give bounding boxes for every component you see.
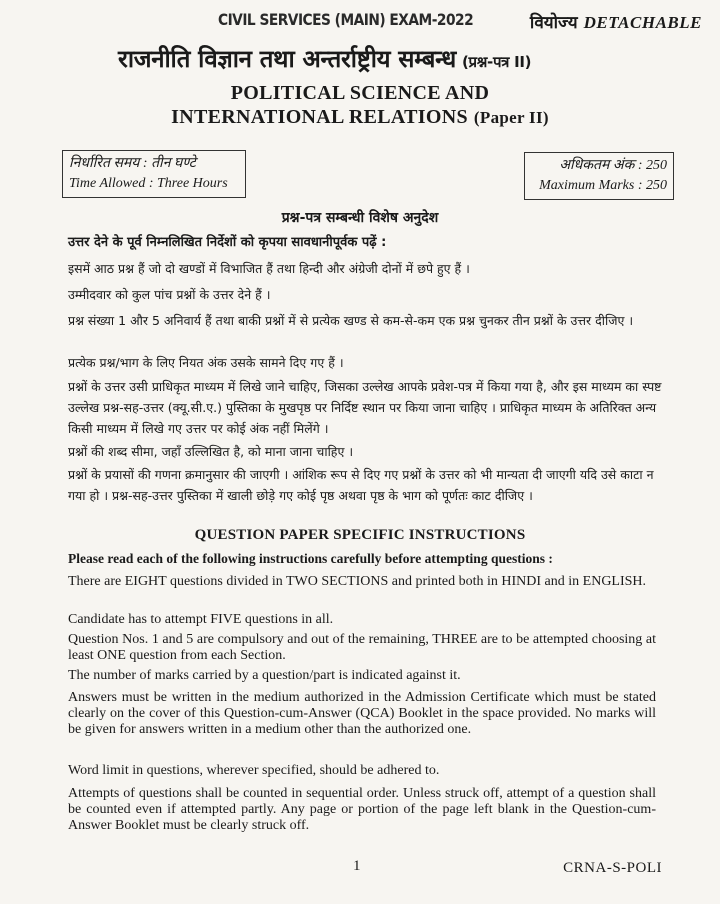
hindi-instruction-5: प्रश्नों के उत्तर उसी प्राधिकृत माध्यम में लिखे जाने चाहिए, जिसका उल्लेख आपके प्रवेश-पत्र में किया गया है, और इस माध्यम का स्पष्ट उल्लेख प्रश्न-सह-उत्तर (क्यू.सी.ए.) पुस्तिका के मुखपृष्ठ पर निर्दिष्ट स्थान पर किया जाना चाहिए । प्राधिकृत माध्यम के अतिरिक्त अन्य किसी माध्यम में लिखे गए उत्तर पर कोई अंक नहीं मिलेंगे । — [68, 379, 662, 436]
hindi-instruction-6: प्रश्नों की शब्द सीमा, जहाँ उल्लिखित है, को माना जाना चाहिए । — [68, 444, 354, 459]
maximum-marks-hindi: अधिकतम अंक : 250 — [559, 158, 667, 173]
hindi-instruction-7: प्रश्नों के प्रयासों की गणना क्रमानुसार की जाएगी । आंशिक रूप से दिए गए प्रश्नों के उत्तर को भी मान्यता दी जाएगी यदि उसे काटा न गया हो । प्रश्न-सह-उत्तर पुस्तिका में खाली छोड़े गए कोई पृष्ठ अथवा पृष्ठ के भाग को पूर्णतः काट दीजिए । — [68, 467, 654, 503]
paper-hindi: (प्रश्न-पत्र II) — [461, 53, 532, 71]
hindi-instruction-3: प्रश्न संख्या 1 और 5 अनिवार्य हैं तथा बाकी प्रश्नों में से प्रत्येक खण्ड से कम-से-कम एक प्रश्न चुनकर तीन प्रश्नों के उत्तर दीजिए । — [68, 313, 634, 328]
english-instruction-7: Attempts of questions shall be counted in sequential order. Unless struck off, attempt of a question shall be counted even if attempted partly. Any page or portion of the page left blank in the Question-cum-Answer Booklet must be clearly struck off. — [68, 786, 656, 833]
maximum-marks-box — [524, 152, 674, 200]
paper-code: CRNA-S-POLI — [563, 860, 662, 876]
hindi-instruction-2: उम्मीदवार को कुल पांच प्रश्नों के उत्तर देने हैं । — [68, 287, 271, 302]
hindi-instruction-1: इसमें आठ प्रश्न हैं जो दो खण्डों में विभाजित हैं तथा हिन्दी और अंग्रेजी दोनों में छपे हुए हैं । — [68, 261, 470, 276]
hindi-instruction-4: प्रत्येक प्रश्न/भाग के लिए नियत अंक उसके सामने दिए गए हैं । — [68, 355, 344, 370]
english-instruction-3: Question Nos. 1 and 5 are compulsory and out of the remaining, THREE are to be attempted choosing at least ONE question from each Section. — [68, 632, 656, 663]
english-instruction-2: Candidate has to attempt FIVE questions in all. — [68, 612, 334, 627]
page-number: 1 — [353, 858, 361, 874]
hindi-instructions-heading: प्रश्न-पत्र सम्बन्धी विशेष अनुदेश — [281, 210, 439, 226]
time-allowed-hindi: निर्धारित समय : तीन घण्टे — [69, 156, 196, 171]
detachable-label — [530, 10, 702, 33]
time-allowed-english: Time Allowed : Three Hours — [69, 176, 228, 191]
subject-hindi: राजनीति विज्ञान तथा अन्तर्राष्ट्रीय सम्बन्ध — [118, 45, 456, 73]
subject-title-english-line1: POLITICAL SCIENCE AND — [230, 82, 490, 104]
detachable-hindi: वियोज्य — [529, 13, 578, 32]
english-instructions-intro: Please read each of the following instructions carefully before attempting questions : — [68, 551, 553, 566]
maximum-marks-english: Maximum Marks : 250 — [539, 178, 667, 193]
english-instruction-5: Answers must be written in the medium authorized in the Admission Certificate which must be stated clearly on the cover of this Question-cum-Answer (QCA) Booklet in the space provided. No marks will be given for answers written in a medium other than the authorized one. — [68, 690, 656, 737]
english-instructions-heading: QUESTION PAPER SPECIFIC INSTRUCTIONS — [194, 527, 526, 543]
subject-title-hindi — [118, 42, 531, 75]
paper-english: (Paper II) — [473, 108, 549, 127]
english-instruction-6: Word limit in questions, wherever specified, should be adhered to. — [68, 763, 440, 778]
subject-title-english-line2 — [0, 106, 720, 129]
english-instruction-1: There are EIGHT questions divided in TWO SECTIONS and printed both in HINDI and in ENGLISH. — [68, 574, 647, 589]
hindi-instructions-intro: उत्तर देने के पूर्व निम्नलिखित निर्देशों को कृपया सावधानीपूर्वक पढ़ें : — [68, 235, 387, 250]
english-instruction-4: The number of marks carried by a question/part is indicated against it. — [68, 668, 461, 683]
subject-english-line2: INTERNATIONAL RELATIONS — [171, 106, 468, 128]
detachable-english: DETACHABLE — [583, 13, 702, 32]
exam-title: CIVIL SERVICES (MAIN) EXAM-2022 — [218, 10, 474, 29]
time-allowed-box — [62, 150, 246, 198]
